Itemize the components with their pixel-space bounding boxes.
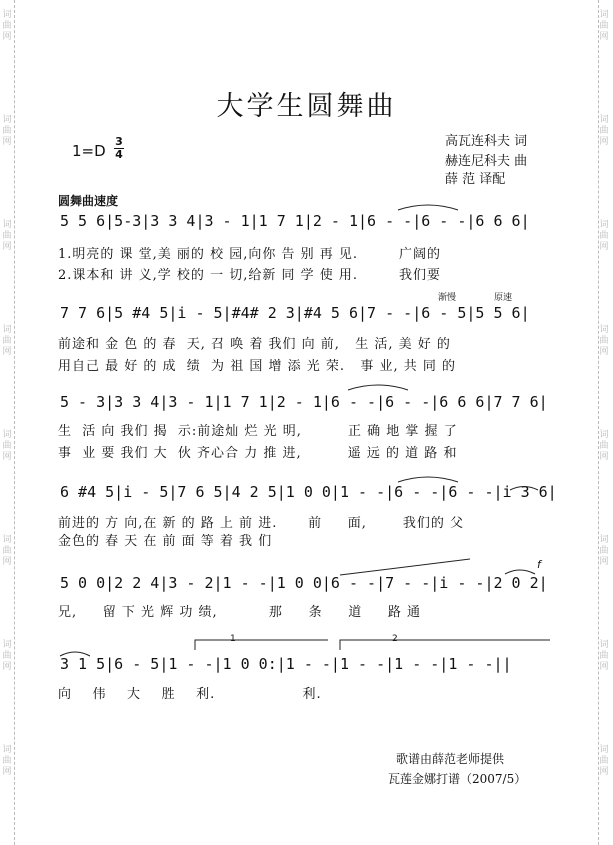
watermark-mark: 词 曲 网 [2,325,12,357]
watermark-mark: 词 曲 网 [2,115,12,147]
lyric-row-3-verse-2: 事 业 要 我们 大 伙 齐心合 力 推 进, 遥 远 的 道 路 和 [58,446,458,461]
notation-row-3: 5 - 3|3 3 4|3 - 1|1 7 1|2 - 1|6 - -|6 - -|6 6 6|7 7 6| [60,393,548,411]
watermark-mark: 词 曲 网 [599,10,609,42]
key-signature: 1=D [72,142,106,160]
watermark-mark: 词 曲 网 [599,535,609,567]
composer-credit: 赫连尼科夫 曲 [445,154,528,169]
watermark-mark: 词 曲 网 [599,430,609,462]
watermark-mark: 词 曲 网 [2,745,12,777]
slur-row-5 [505,570,535,574]
tempo-change-marking: 渐慢 [438,293,457,303]
notation-row-1: 5 5 6|5-3|3 3 4|3 - 1|1 7 1|2 - 1|6 - -|6 - -|6 6 6| [60,212,530,230]
watermark-mark: 词 曲 网 [2,535,12,567]
tempo-marking: 圆舞曲速度 [58,194,119,208]
meter-bottom: 4 [115,148,123,161]
watermark-mark: 词 曲 网 [2,430,12,462]
volta-2-bracket [340,640,550,650]
lyric-row-3-verse-1: 生 活 向 我们 揭 示:前途灿 烂 光 明, 正 确 地 掌 握 了 [58,424,458,439]
tie-row-4 [398,477,458,482]
watermark-mark: 词 曲 网 [599,220,609,252]
forte-marking: f [537,558,541,571]
lyric-row-4-verse-1: 前进的 方 向,在 新 的 路 上 前 进. 前 面, 我们的 父 [58,516,464,531]
slur-row-6 [60,652,90,656]
lyric-row-5: 兄, 留 下 光 辉 功 绩, 那 条 道 路 通 [58,605,422,620]
notation-row-6: 3 1 5|6 - 5|1 - -|1 0 0:|1 - -|1 - -|1 - -|1 - -|| [60,655,512,673]
translator-credit: 薛 范 译配 [445,172,506,187]
notation-row-2: 7 7 6|5 #4 5|i - 5|#4# 2 3|#4 5 6|7 - -|6 - 5|5 5 6| [60,304,530,322]
watermark-mark: 词 曲 网 [2,220,12,252]
crescendo-line [340,559,470,575]
lyric-row-1-verse-2: 2.课本和 讲 义,学 校的 一 切,给新 同 学 使 用. 我们要 [58,268,442,283]
watermark-mark: 词 曲 网 [599,115,609,147]
volta-2-label: 2 [392,634,398,644]
watermark-mark: 词 曲 网 [599,325,609,357]
volta-1-bracket [195,640,328,650]
song-title: 大学生圆舞曲 [216,91,397,122]
lyric-row-1-verse-1: 1.明亮的 课 堂,美 丽的 校 园,向你 告 别 再 见. 广阔的 [58,247,442,262]
watermark-mark: 词 曲 网 [599,640,609,672]
footer-source: 歌谱由薛范老师提供 [396,752,505,766]
lyric-row-2-verse-2: 用自己 最 好 的 成 绩 为 祖 国 增 添 光 荣. 事 业, 共 同 的 [58,359,457,374]
tie-row-3 [348,385,408,390]
watermark-mark: 词 曲 网 [599,745,609,777]
meter-top: 3 [115,135,123,148]
footer-typesetter: 瓦莲金娜打谱（2007/5） [388,772,527,786]
notation-row-5: 5 0 0|2 2 4|3 - 2|1 - -|1 0 0|6 - -|7 - -|i - -|2 0 2| [60,574,548,592]
slur-row-4 [510,487,538,491]
notation-row-4: 6 #4 5|i - 5|7 6 5|4 2 5|1 0 0|1 - -|6 - -|6 - -|i 3 6| [60,483,557,501]
lyric-row-2-verse-1: 前途和 金 色 的 春 天, 召 唤 着 我们 向 前, 生 活, 美 好 的 [58,337,451,352]
lyricist-credit: 高瓦连科夫 词 [445,134,528,149]
lyric-row-6: 向 伟 大 胜 利. 利. [58,687,322,702]
lyric-row-4-verse-2: 金色的 春 天 在 前 面 等 着 我 们 [58,534,273,549]
watermark-mark: 词 曲 网 [2,10,12,42]
watermark-mark: 词 曲 网 [2,640,12,672]
volta-1-label: 1 [230,634,236,644]
original-tempo-marking: 原速 [494,293,513,303]
tie-row-1 [398,205,458,210]
